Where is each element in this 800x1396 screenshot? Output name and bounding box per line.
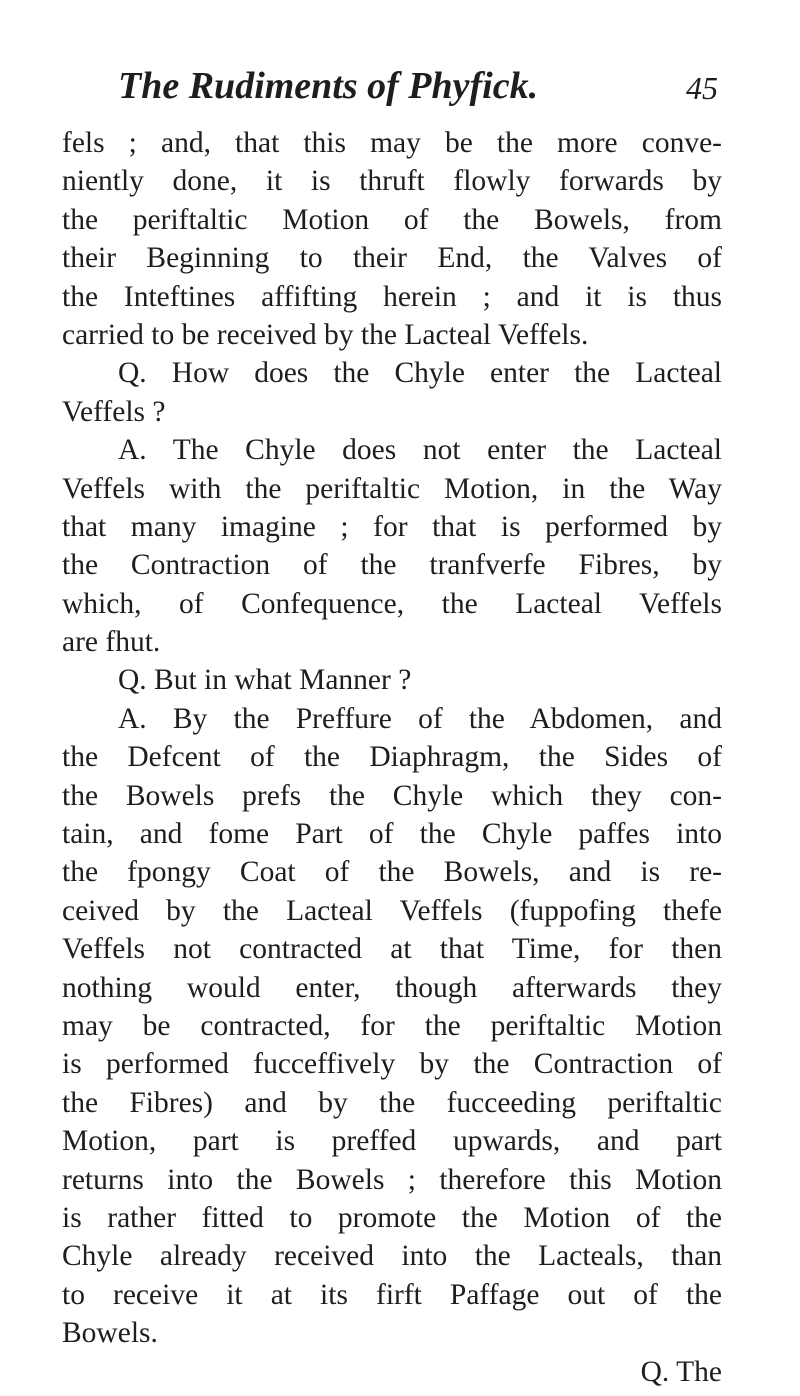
page-number: 45	[686, 70, 718, 106]
text-line: which, of Confequence, the Lacteal Veffels	[62, 587, 722, 620]
text-line: are fhut.	[62, 626, 161, 659]
text-line: niently done, it is thruft flowly forwards by	[62, 165, 722, 198]
text-line: returns into the Bowels ; therefore this Motion	[62, 1163, 722, 1196]
text-line: that many imagine ; for that is performed by	[62, 510, 722, 543]
text-line: the Fibres) and by the fucceeding periftaltic	[62, 1086, 722, 1119]
text-line: to receive it at its firft Paffage out of the	[62, 1278, 722, 1311]
text-line: Veffels ?	[62, 395, 166, 428]
text-line: the Contraction of the tranfverfe Fibres, by	[62, 549, 722, 582]
text-line: carried to be received by the Lacteal Veffels.	[62, 318, 589, 351]
text-line: is performed fucceffively by the Contraction of	[62, 1048, 722, 1081]
text-line: ceived by the Lacteal Veffels (fuppofing thefe	[62, 894, 722, 927]
page-header	[118, 64, 718, 114]
answer-line: A. By the Preffure of the Abdomen, and	[118, 702, 722, 735]
text-line: the Defcent of the Diaphragm, the Sides of	[62, 741, 722, 774]
text-line: the Inteftines affifting herein ; and it is thus	[62, 280, 722, 313]
text-line: the periftaltic Motion of the Bowels, from	[62, 203, 722, 236]
text-line: Motion, part is preffed upwards, and part	[62, 1125, 722, 1158]
answer-line: A. The Chyle does not enter the Lacteal	[118, 434, 722, 467]
text-line: their Beginning to their End, the Valves of	[62, 242, 722, 275]
text-line: the Bowels prefs the Chyle which they con-	[62, 779, 722, 812]
text-line: tain, and fome Part of the Chyle paffes into	[62, 818, 722, 851]
text-line: fels ; and, that this may be the more conve-	[62, 127, 722, 159]
text-line: Bowels.	[62, 1317, 158, 1350]
text-line: is rather fitted to promote the Motion of the	[62, 1201, 722, 1234]
running-title: The Rudiments of Phyfick.	[118, 65, 539, 107]
text-line: Veffels not contracted at that Time, for then	[62, 933, 722, 966]
body-text	[62, 124, 722, 1391]
text-line: Chyle already received into the Lacteals, than	[62, 1240, 722, 1273]
catchword: Q. The	[640, 1355, 722, 1388]
question-line: Q. But in what Manner ?	[118, 664, 412, 697]
text-line: may be contracted, for the periftaltic Motion	[62, 1009, 722, 1042]
text-line: the fpongy Coat of the Bowels, and is re-	[62, 856, 722, 889]
text-line: Veffels with the periftaltic Motion, in the Way	[62, 472, 722, 505]
text-line: nothing would enter, though afterwards they	[62, 971, 722, 1004]
question-line: Q. How does the Chyle enter the Lacteal	[118, 357, 722, 390]
